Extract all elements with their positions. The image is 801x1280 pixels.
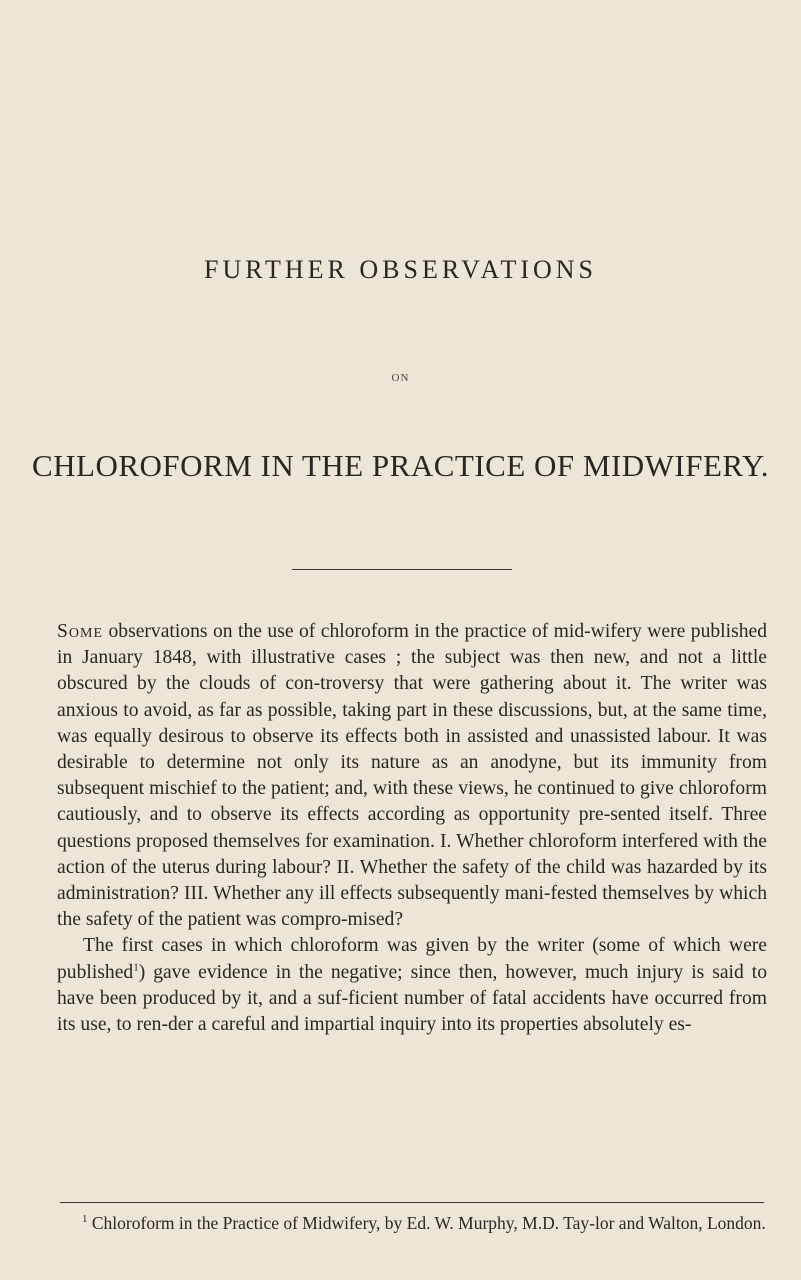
footnote-reference: 1 xyxy=(133,961,139,974)
paragraph-2-text-b: ) gave evidence in the negative; since then, however, much injury is said to have been produced by it, and a suf-ficient number of fatal accidents have occurred from its use, to ren-der a careful and impartial inquiry into its properties absolutely es- xyxy=(57,961,767,1036)
body-text xyxy=(57,619,767,1038)
paragraph-1 xyxy=(57,619,767,933)
footnote xyxy=(60,1212,766,1235)
title-divider xyxy=(292,569,512,570)
paragraph-1-text: observations on the use of chloroform in the practice of mid-wifery were published in January 1848, with illustrative cases ; the subject was then new, and not a little obscured by the clouds of con-troversy that were gathering about it. The writer was anxious to avoid, as far as possible, taking part in these discussions, but, at the same time, was equally desirous to observe its effects both in assisted and unassisted labour. It was desirable to determine not only its nature as an anodyne, but its immunity from subsequent mischief to the patient; and, with these views, he continued to give chloroform cautiously, and to observe its effects according as opportunity pre-sented itself. Three questions proposed themselves for examination. I. Whether chloroform interfered with the action of the uterus during labour? II. Whether the safety of the child was hazarded by its administration? III. Whether any ill effects subsequently mani-fested themselves by which the safety of the patient was compro-mised? xyxy=(57,621,767,931)
title-on: ON xyxy=(391,372,410,384)
footnote-text: Chloroform in the Practice of Midwifery, by Ed. W. Murphy, M.D. Tay-lor and Walton, London. xyxy=(87,1213,766,1233)
paragraph-lead-word: Some xyxy=(57,621,104,642)
footnote-marker: 1 xyxy=(82,1213,88,1226)
footnote-divider xyxy=(60,1202,764,1203)
title-further-observations: FURTHER OBSERVATIONS xyxy=(204,255,597,284)
paragraph-2-text-a: The first cases in which chloroform was given by the writer (some of which were published xyxy=(57,935,767,983)
paragraph-2 xyxy=(57,933,767,1038)
page-title: CHLOROFORM IN THE PRACTICE OF MIDWIFERY. xyxy=(31,448,770,483)
